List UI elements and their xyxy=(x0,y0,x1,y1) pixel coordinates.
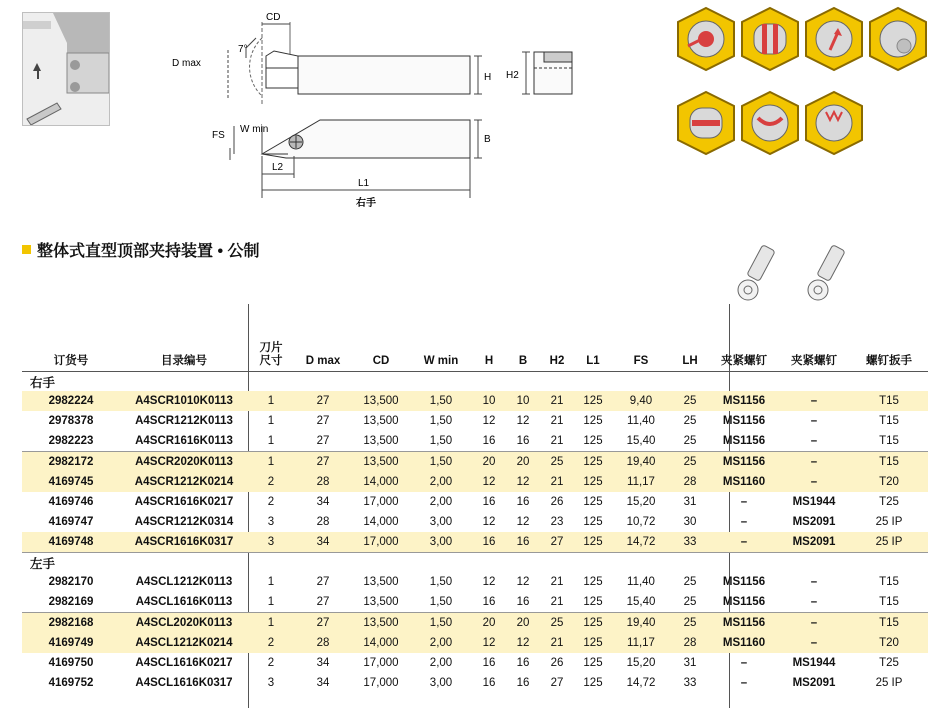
table-cell: 27 xyxy=(540,532,574,553)
table-cell: 20 xyxy=(472,452,506,473)
col-header: LH xyxy=(670,300,710,372)
table-cell: 34 xyxy=(294,532,352,553)
table-cell: MS1156 xyxy=(710,452,778,473)
table-cell: 25 xyxy=(683,415,697,427)
table-cell: – xyxy=(778,391,850,411)
table-cell: 27 xyxy=(316,576,330,588)
table-cell: 1 xyxy=(248,613,294,634)
table-cell: A4SCL2020K0113 xyxy=(120,613,248,634)
table-cell: 13,500 xyxy=(363,415,399,427)
table-cell: MS1156 xyxy=(710,613,778,634)
chamfer-icon xyxy=(870,8,926,70)
table-cell: 25 xyxy=(670,391,710,411)
table-cell: 2982168 xyxy=(22,613,120,634)
table-cell: T15 xyxy=(879,576,899,588)
table-cell: 125 xyxy=(574,472,612,492)
table-cell: 20 xyxy=(472,613,506,634)
table-cell: 2982224 xyxy=(22,391,120,411)
table-cell: 27 xyxy=(316,435,330,447)
table-cell: 2 xyxy=(267,496,275,508)
table-cell: 125 xyxy=(574,633,612,653)
table-cell: 25 xyxy=(683,435,697,447)
table-cell: 2,00 xyxy=(429,657,453,669)
table-cell: 11,40 xyxy=(627,415,655,427)
table-cell: – xyxy=(740,657,748,669)
table-cell: 125 xyxy=(583,496,603,508)
table-cell: 16 xyxy=(516,596,530,608)
table-cell: 21 xyxy=(550,576,564,588)
table-cell: 1 xyxy=(248,452,294,473)
turning-icon xyxy=(742,92,798,154)
table-cell: 33 xyxy=(670,532,710,553)
table-cell: 21 xyxy=(550,435,564,447)
table-cell: MS1156 xyxy=(722,596,766,608)
table-cell: 16 xyxy=(516,677,530,689)
table-cell: T20 xyxy=(850,633,928,653)
table-cell: 28 xyxy=(670,472,710,492)
table-cell: 2,00 xyxy=(410,472,472,492)
table-cell: 28 xyxy=(294,472,352,492)
table-cell: 9,40 xyxy=(612,391,670,411)
profile-grooving-icon xyxy=(742,8,798,70)
table-cell: 12 xyxy=(472,472,506,492)
col-header: CD xyxy=(352,300,410,372)
table-cell: MS1944 xyxy=(792,657,836,669)
col-header: W min xyxy=(410,300,472,372)
table-cell: T15 xyxy=(879,435,899,447)
table-cell: A4SCR1616K0217 xyxy=(134,496,234,508)
spec-table-body xyxy=(22,372,928,694)
end-view xyxy=(522,52,572,94)
table-cell: 16 xyxy=(482,435,496,447)
table-cell: T15 xyxy=(850,613,928,634)
table-cell: MS1160 xyxy=(710,633,778,653)
label-l1: L1 xyxy=(358,178,370,189)
table-cell: 125 xyxy=(583,576,603,588)
table-cell: 16 xyxy=(506,532,540,553)
label-hand: 右手 xyxy=(356,198,376,209)
table-cell: – xyxy=(778,452,850,473)
table-cell: – xyxy=(778,472,850,492)
table-cell: 16 xyxy=(516,496,530,508)
table-cell: 2 xyxy=(267,657,275,669)
table-cell: A4SCL1212K0113 xyxy=(135,576,233,588)
table-cell: 1 xyxy=(267,435,275,447)
table-cell: 15,20 xyxy=(626,657,656,669)
table-cell: 12 xyxy=(516,516,530,528)
table-cell: 11,40 xyxy=(627,576,655,588)
table-cell: 26 xyxy=(550,496,564,508)
table-cell: 10 xyxy=(472,391,506,411)
table-cell: 125 xyxy=(583,415,603,427)
table-cell: – xyxy=(778,633,850,653)
table-cell: MS1156 xyxy=(722,576,766,588)
table-cell: 125 xyxy=(574,613,612,634)
table-cell: 12 xyxy=(506,472,540,492)
table-cell: A4SCR1616K0317 xyxy=(120,532,248,553)
col-header: 刀片 尺寸 xyxy=(248,300,294,372)
table-cell: 4169748 xyxy=(22,532,120,553)
group-header-row xyxy=(22,372,928,392)
table-cell: 1 xyxy=(248,391,294,411)
table-cell: 1,50 xyxy=(429,596,453,608)
col-header: 夹紧螺钉 xyxy=(710,300,778,372)
table-cell: 21 xyxy=(550,415,564,427)
table-cell: 17,000 xyxy=(363,677,399,689)
table-cell: 25 xyxy=(670,452,710,473)
table-header-row xyxy=(22,300,928,372)
table-cell: 28 xyxy=(294,633,352,653)
table-cell: 25 IP xyxy=(875,677,903,689)
table-cell: 3 xyxy=(267,677,275,689)
col-header: L1 xyxy=(574,300,612,372)
threading-icon xyxy=(806,92,862,154)
table-cell: 17,000 xyxy=(363,657,399,669)
label-cd: CD xyxy=(266,12,281,23)
table-cell: 34 xyxy=(316,496,330,508)
table-cell: A4SCL1616K0113 xyxy=(135,596,233,608)
tool-holder-photo-icon xyxy=(23,13,109,125)
spec-table xyxy=(22,300,928,693)
table-cell: – xyxy=(810,596,818,608)
table-cell: 27 xyxy=(294,452,352,473)
table-cell: 4169747 xyxy=(48,516,94,528)
table-cell: 4169745 xyxy=(22,472,120,492)
table-cell: 1,50 xyxy=(410,452,472,473)
table-cell: 14,000 xyxy=(363,516,399,528)
table-cell: 2,00 xyxy=(429,496,453,508)
table-cell: – xyxy=(740,677,748,689)
table-cell: A4SCR1212K0214 xyxy=(120,472,248,492)
table-row xyxy=(22,592,928,613)
table-cell: 14,000 xyxy=(352,633,410,653)
table-row xyxy=(22,411,928,431)
table-cell: 33 xyxy=(683,677,697,689)
table-cell: – xyxy=(810,576,818,588)
table-cell: 13,500 xyxy=(352,391,410,411)
table-cell: 21 xyxy=(540,391,574,411)
table-cell: MS1160 xyxy=(710,472,778,492)
table-cell: MS2091 xyxy=(792,677,836,689)
table-cell: 125 xyxy=(583,516,603,528)
clamp-screw-icon-2 xyxy=(808,245,845,300)
table-cell: 17,000 xyxy=(352,532,410,553)
table-cell: 2982223 xyxy=(48,435,94,447)
table-cell: 16 xyxy=(472,532,506,553)
table-cell: T25 xyxy=(879,496,899,508)
table-cell: 4169752 xyxy=(48,677,94,689)
table-cell: 12 xyxy=(482,415,496,427)
table-cell: 1,50 xyxy=(429,435,453,447)
table-cell: 12 xyxy=(482,516,496,528)
table-cell: 4169750 xyxy=(48,657,94,669)
table-cell: 125 xyxy=(574,452,612,473)
table-cell: 125 xyxy=(583,435,603,447)
col-header: 订货号 xyxy=(22,300,120,372)
section-title xyxy=(22,238,260,261)
label-dmax: D max xyxy=(172,58,201,69)
table-cell: – xyxy=(778,613,850,634)
table-cell: 13,500 xyxy=(363,596,399,608)
table-cell: 16 xyxy=(516,435,530,447)
technical-drawing xyxy=(170,8,590,216)
table-cell: 34 xyxy=(316,657,330,669)
table-cell: 20 xyxy=(506,452,540,473)
screw-images xyxy=(730,244,870,306)
table-cell: 14,000 xyxy=(352,472,410,492)
table-cell: 27 xyxy=(316,415,330,427)
table-cell: – xyxy=(740,516,748,528)
table-cell: 2982170 xyxy=(48,576,94,588)
table-cell: A4SCR1212K0314 xyxy=(134,516,234,528)
label-b: B xyxy=(484,134,491,145)
table-cell: 15,40 xyxy=(626,435,656,447)
parting-icon xyxy=(806,8,862,70)
table-cell: – xyxy=(810,415,818,427)
application-icons xyxy=(676,6,938,156)
table-cell: 17,000 xyxy=(363,496,399,508)
table-cell: 25 IP xyxy=(850,532,928,553)
table-cell: A4SCL1212K0214 xyxy=(120,633,248,653)
table-cell: 21 xyxy=(540,633,574,653)
table-cell: 28 xyxy=(316,516,330,528)
table-cell: 11,17 xyxy=(612,472,670,492)
table-cell: 34 xyxy=(316,677,330,689)
table-cell: T15 xyxy=(879,415,899,427)
table-cell: 23 xyxy=(550,516,564,528)
col-header: 夹紧螺钉 xyxy=(778,300,850,372)
label-wmin: W min xyxy=(240,124,269,135)
table-cell: 15,40 xyxy=(626,596,656,608)
table-cell: 31 xyxy=(683,496,697,508)
table-cell: T15 xyxy=(850,391,928,411)
table-cell: 27 xyxy=(294,391,352,411)
table-cell: 16 xyxy=(516,657,530,669)
col-header: B xyxy=(506,300,540,372)
table-cell: 3,00 xyxy=(410,532,472,553)
table-cell: 26 xyxy=(550,657,564,669)
table-cell: 21 xyxy=(550,596,564,608)
table-cell: A4SCR1010K0113 xyxy=(120,391,248,411)
table-cell: 125 xyxy=(583,677,603,689)
table-cell: 2 xyxy=(248,472,294,492)
table-cell: 12 xyxy=(482,576,496,588)
label-angle: 7° xyxy=(238,44,248,55)
table-cell: 20 xyxy=(506,613,540,634)
table-cell: 25 xyxy=(683,596,697,608)
table-cell: A4SCR1616K0113 xyxy=(135,435,233,447)
table-cell: A4SCL1616K0317 xyxy=(135,677,233,689)
table-cell: A4SCR1212K0113 xyxy=(135,415,233,427)
table-cell: 13,500 xyxy=(352,613,410,634)
table-cell: 10,72 xyxy=(626,516,656,528)
table-cell: MS1156 xyxy=(722,415,766,427)
table-cell: 125 xyxy=(574,532,612,553)
table-cell: MS1156 xyxy=(710,391,778,411)
table-cell: 19,40 xyxy=(612,613,670,634)
table-row xyxy=(22,673,928,693)
table-cell: 27 xyxy=(316,596,330,608)
table-cell: 11,17 xyxy=(612,633,670,653)
table-cell: 2 xyxy=(248,633,294,653)
table-cell: – xyxy=(810,435,818,447)
group-label: 右手 xyxy=(30,375,56,390)
table-cell: 1,50 xyxy=(410,391,472,411)
table-row xyxy=(22,452,928,473)
table-cell: 19,40 xyxy=(612,452,670,473)
label-fs: FS xyxy=(212,130,225,141)
table-cell: T20 xyxy=(850,472,928,492)
table-cell: T15 xyxy=(879,596,899,608)
table-cell: 2982172 xyxy=(22,452,120,473)
table-cell: 16 xyxy=(482,657,496,669)
col-header: FS xyxy=(612,300,670,372)
group-label: 左手 xyxy=(22,553,928,573)
col-header: H2 xyxy=(540,300,574,372)
table-cell: 1 xyxy=(267,576,275,588)
table-cell: 1 xyxy=(267,415,275,427)
group-header-row xyxy=(22,553,928,573)
table-row xyxy=(22,572,928,592)
table-cell: 10 xyxy=(506,391,540,411)
table-cell: 1,50 xyxy=(429,415,453,427)
side-view xyxy=(228,22,482,104)
table-row xyxy=(22,613,928,634)
table-cell: 27 xyxy=(294,613,352,634)
table-row xyxy=(22,532,928,553)
table-cell: 2982169 xyxy=(48,596,94,608)
table-cell: MS1944 xyxy=(792,496,836,508)
table-cell: A4SCL1616K0217 xyxy=(135,657,233,669)
table-row xyxy=(22,431,928,452)
col-header: 螺钉扳手 xyxy=(850,300,928,372)
grooving-icon xyxy=(678,92,734,154)
table-cell: 27 xyxy=(550,677,564,689)
table-cell: 1,50 xyxy=(410,613,472,634)
label-h: H xyxy=(484,72,492,83)
table-cell: MS1156 xyxy=(722,435,766,447)
table-row xyxy=(22,492,928,512)
table-cell: 25 xyxy=(670,613,710,634)
table-cell: 12 xyxy=(516,576,530,588)
table-cell: – xyxy=(710,532,778,553)
table-row xyxy=(22,512,928,532)
col-header: D max xyxy=(294,300,352,372)
col-header: 目录编号 xyxy=(120,300,248,372)
table-cell: 4169746 xyxy=(48,496,94,508)
table-cell: 14,72 xyxy=(612,532,670,553)
table-cell: 125 xyxy=(583,657,603,669)
table-cell: 25 xyxy=(683,576,697,588)
table-cell: 13,500 xyxy=(363,576,399,588)
table-cell: MS2091 xyxy=(792,516,836,528)
table-cell: 13,500 xyxy=(352,452,410,473)
product-thumbnail xyxy=(22,12,110,126)
table-cell: 2,00 xyxy=(410,633,472,653)
table-cell: 125 xyxy=(583,596,603,608)
table-cell: A4SCR2020K0113 xyxy=(120,452,248,473)
section-title-text: 整体式直型顶部夹持装置 • 公制 xyxy=(37,243,260,260)
table-cell: 1,50 xyxy=(429,576,453,588)
table-cell: 15,20 xyxy=(626,496,656,508)
table-cell: 28 xyxy=(670,633,710,653)
table-cell: 3 xyxy=(267,516,275,528)
face-grooving-icon xyxy=(678,8,734,70)
table-cell: 31 xyxy=(683,657,697,669)
label-l2: L2 xyxy=(272,162,284,173)
table-cell: 16 xyxy=(482,496,496,508)
table-cell: – xyxy=(740,496,748,508)
table-cell: 3,00 xyxy=(429,677,453,689)
table-row xyxy=(22,391,928,411)
table-cell: 125 xyxy=(574,391,612,411)
table-cell: T25 xyxy=(879,657,899,669)
table-cell: 25 xyxy=(540,452,574,473)
table-cell: 14,72 xyxy=(626,677,656,689)
table-cell: 2978378 xyxy=(48,415,94,427)
table-cell: 3 xyxy=(248,532,294,553)
label-h2: H2 xyxy=(506,70,519,81)
table-cell: 30 xyxy=(683,516,697,528)
table-cell: 12 xyxy=(472,633,506,653)
table-cell: 4169749 xyxy=(22,633,120,653)
table-cell: 16 xyxy=(482,677,496,689)
title-square-icon xyxy=(22,245,31,254)
table-cell: 25 xyxy=(540,613,574,634)
table-cell: 25 IP xyxy=(875,516,903,528)
table-cell: T15 xyxy=(850,452,928,473)
table-cell: 16 xyxy=(482,596,496,608)
table-row xyxy=(22,653,928,673)
table-cell: 3,00 xyxy=(429,516,453,528)
clamp-screw-icon xyxy=(738,245,775,300)
table-cell: MS2091 xyxy=(778,532,850,553)
table-cell: 12 xyxy=(516,415,530,427)
col-header: H xyxy=(472,300,506,372)
table-cell: 12 xyxy=(506,633,540,653)
table-row xyxy=(22,633,928,653)
table-cell: 21 xyxy=(540,472,574,492)
table-cell: 13,500 xyxy=(363,435,399,447)
table-row xyxy=(22,472,928,492)
table-cell: 1 xyxy=(267,596,275,608)
